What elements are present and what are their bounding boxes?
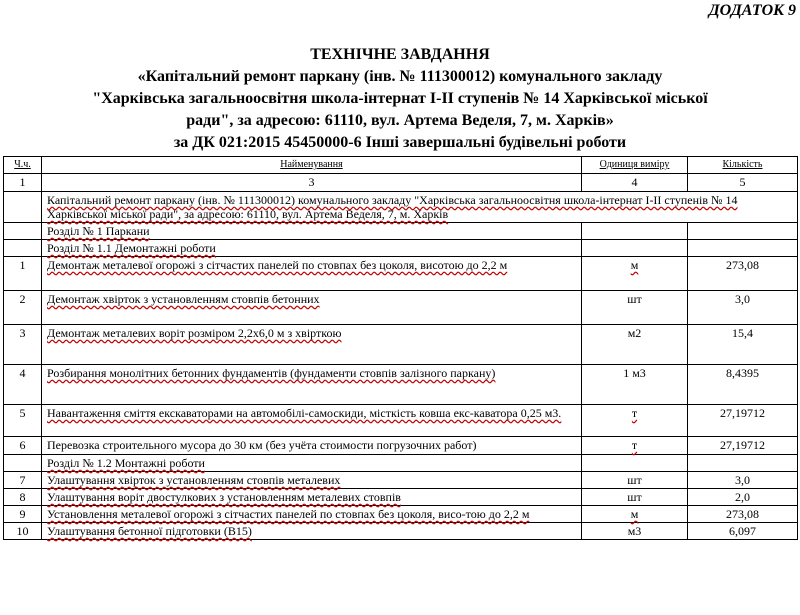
row-number: 4 <box>4 365 42 405</box>
document-heading: ТЕХНІЧНЕ ЗАВДАННЯ <box>310 46 490 63</box>
row-quantity: 273,08 <box>688 506 798 523</box>
row-quantity: 3,0 <box>688 291 798 325</box>
header-number: Ч.ч. <box>4 157 42 174</box>
row-quantity: 27,19712 <box>688 437 798 455</box>
row-unit: 1 м3 <box>582 365 688 405</box>
row-name: Демонтаж металевої огорожі з сітчастих панелей по стовпах без цоколя, висотою до 2,2 м <box>42 257 582 291</box>
row-name: Демонтаж металевих воріт розміром 2,2х6,0 м з хвірткою <box>42 325 582 365</box>
table-header-row <box>4 157 798 174</box>
column-number: 1 <box>4 174 42 192</box>
row-name: Установлення металевої огорожі з сітчастих панелей по стовпах без цоколя, висо-тою до 2,2 м <box>42 506 582 523</box>
row-quantity: 8,4395 <box>688 365 798 405</box>
row-name: Навантаження сміття екскаваторами на автомобілі-самоскиди, місткість ковша екс-каватора 0,25 м3. <box>42 405 582 437</box>
row-unit: шт <box>582 472 688 489</box>
table-row <box>4 365 798 405</box>
title-line-3: ради", за адресою: 61110, вул. Артема Веделя, 7, м. Харків» <box>186 112 614 129</box>
document-title-block <box>0 44 800 154</box>
header-name: Найменування <box>42 157 582 174</box>
row-quantity: 273,08 <box>688 257 798 291</box>
object-description: Капітальний ремонт паркану (інв. № 111300012) комунального закладу "Харківська загальноосвітня школа-інтернат І-ІІ ступенів № 14 Харківської міської ради", за адресою: 61110, вул. Артема Веделя, 7, м. Харків <box>42 192 798 223</box>
column-number-row <box>4 174 798 192</box>
table-row <box>4 325 798 365</box>
title-line-2: "Харківська загальноосвітня школа-інтернат І-ІІ ступенів № 14 Харківської міської <box>92 90 708 107</box>
section-row <box>4 455 798 472</box>
header-unit: Одиниця виміру <box>582 157 688 174</box>
table-row <box>4 489 798 506</box>
appendix-label: ДОДАТОК 9 <box>708 2 796 19</box>
table-row <box>4 437 798 455</box>
row-unit: м3 <box>582 523 688 540</box>
row-unit: шт <box>582 291 688 325</box>
section-title: Розділ № 1 Паркани <box>42 223 582 240</box>
row-name: Демонтаж хвірток з установленням стовпів бетонних <box>42 291 582 325</box>
row-quantity: 3,0 <box>688 472 798 489</box>
row-unit: м2 <box>582 325 688 365</box>
row-name: Улаштування бетонної підготовки (В15) <box>42 523 582 540</box>
row-number: 10 <box>4 523 42 540</box>
row-number: 8 <box>4 489 42 506</box>
row-name: Перевозка строительного мусора до 30 км (без учёта стоимости погрузочних работ) <box>42 437 582 455</box>
row-unit: м <box>582 257 688 291</box>
object-description-row <box>4 192 798 223</box>
column-number: 3 <box>42 174 582 192</box>
row-quantity: 6,097 <box>688 523 798 540</box>
title-line-4: за ДК 021:2015 45450000-6 Інші завершальні будівельні роботи <box>173 134 627 151</box>
row-name: Улаштування воріт двостулкових з установленням металевих стовпів <box>42 489 582 506</box>
table-row <box>4 472 798 489</box>
row-unit: т <box>582 437 688 455</box>
row-quantity: 27,19712 <box>688 405 798 437</box>
row-unit: т <box>582 405 688 437</box>
row-number: 3 <box>4 325 42 365</box>
section-row <box>4 240 798 257</box>
row-name: Улаштування хвірток з установленням стовпів металевих <box>42 472 582 489</box>
row-unit: шт <box>582 489 688 506</box>
row-unit: м <box>582 506 688 523</box>
header-quantity: Кількість <box>688 157 798 174</box>
column-number: 4 <box>582 174 688 192</box>
column-number: 5 <box>688 174 798 192</box>
row-number: 2 <box>4 291 42 325</box>
section-title: Розділ № 1.2 Монтажні роботи <box>42 455 582 472</box>
table-row <box>4 291 798 325</box>
section-title: Розділ № 1.1 Демонтажні роботи <box>42 240 582 257</box>
row-quantity: 2,0 <box>688 489 798 506</box>
section-row <box>4 223 798 240</box>
table-row <box>4 506 798 523</box>
row-number: 5 <box>4 405 42 437</box>
row-number: 6 <box>4 437 42 455</box>
title-line-1: «Капітальний ремонт паркану (інв. № 111300012) комунального закладу <box>137 68 663 85</box>
table-row <box>4 405 798 437</box>
specification-table <box>3 156 798 540</box>
row-name: Розбирання монолітних бетонних фундаментів (фундаменти стовпів залізного паркану) <box>42 365 582 405</box>
row-number: 9 <box>4 506 42 523</box>
row-number: 1 <box>4 257 42 291</box>
table-row <box>4 257 798 291</box>
table-row <box>4 523 798 540</box>
row-number: 7 <box>4 472 42 489</box>
row-quantity: 15,4 <box>688 325 798 365</box>
